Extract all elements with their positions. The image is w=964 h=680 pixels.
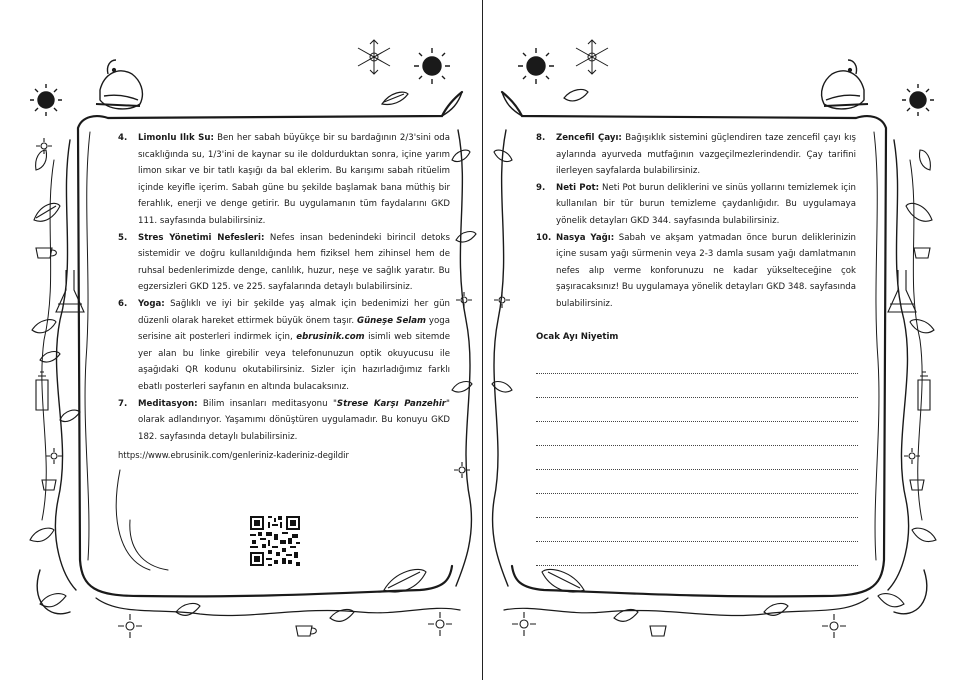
leaf-icon (912, 528, 936, 541)
item-text: Nefes insan bedenindeki birincil detoks sistemidir ve doğru kullanıldığında hem fiziksel hem zihinsel hem de ruhsal bedenlerimizde denge, canlılık, huzur, neşe ve sağlık yaratır. Bu egzersizleri GKD 125. ve 225. sayfalarında detaylı bulabilirsiniz. (138, 232, 450, 293)
sun-icon (518, 48, 554, 84)
leaf-icon (456, 232, 476, 242)
cup-icon (910, 480, 924, 490)
item-text: Neti Pot burun deliklerini ve sinüs yollarını temizlemek için kullanılan bir tür burun temizleme çaydanlığıdır. Bu uygulamaya yönelik detayları GKD 344. sayfasında bulabilirsiniz. (556, 182, 856, 226)
writing-line[interactable] (536, 518, 858, 542)
leaf-icon (40, 594, 66, 607)
intention-heading: Ocak Ayı Niyetim (536, 332, 619, 342)
item-number: 6. (118, 298, 128, 309)
cup-icon (914, 248, 930, 258)
item-text: Bağışıklık sistemini güçlendiren taze zencefil çayı kış aylarında ayurveda mutfağının vazgeçilmezlerindendir. Çay tarifini ilerleyen sayfalarda bulabilirsiniz. (556, 133, 856, 177)
website-name: ebrusinik.com (296, 332, 365, 343)
list-item (536, 130, 856, 180)
snowflake-icon (576, 40, 608, 74)
left-page-content (118, 130, 450, 464)
flask-icon (918, 372, 930, 410)
flower-icon (454, 462, 470, 478)
item-text: yoga serisine ait posterleri indirmek için, (138, 315, 450, 343)
right-page-content (536, 130, 856, 313)
item-number: 5. (118, 232, 128, 243)
list-item (118, 230, 450, 296)
list-item (536, 180, 856, 230)
flower-icon (512, 612, 536, 636)
tips-list (118, 130, 450, 445)
leaf-icon (30, 528, 54, 541)
cup-icon (296, 626, 316, 636)
leaf-icon (564, 90, 588, 101)
item-term: Nasya Yağı: (556, 232, 615, 243)
leaf-icon (32, 320, 56, 333)
item-text: isimli web sitemde yer alan bu linke girebilir veya telefonunuzun optik okuyucusu ile aşağıdaki QR kodunu okutabilirsiniz. Sizler için hazırladığımız farklı ebatlı posterleri sayfanın en altında bulacaksınız. (138, 332, 450, 392)
list-item (118, 130, 450, 230)
leaf-icon (60, 410, 80, 422)
emphasis-text: Güneşe Selam (357, 315, 426, 326)
item-number: 7. (118, 398, 128, 409)
item-term: Yoga: (138, 298, 165, 309)
flower-icon (118, 614, 142, 638)
resource-url[interactable]: https://www.ebrusinik.com/genleriniz-kaderiniz-degildir (118, 450, 349, 461)
intention-writing-lines[interactable] (536, 350, 858, 566)
page-gutter (482, 0, 483, 680)
item-term: Neti Pot: (556, 182, 600, 193)
item-term: Meditasyon: (138, 398, 198, 409)
leaf-icon (919, 150, 930, 170)
item-number: 4. (118, 133, 128, 143)
item-number: 9. (536, 182, 546, 193)
leaf-icon (910, 320, 934, 333)
writing-line[interactable] (536, 374, 858, 398)
list-item (118, 396, 450, 446)
item-text: Sağlıklı ve iyi bir şekilde yaş almak için bedenimizi her gün düzenli olarak hareket ettirmek büyük önem taşır. (138, 298, 450, 326)
left-page (0, 0, 481, 680)
item-term: Zencefil Çayı: (556, 133, 622, 143)
writing-line[interactable] (536, 446, 858, 470)
bird-icon (822, 60, 868, 109)
writing-line[interactable] (536, 542, 858, 566)
item-text: Ben her sabah büyükçe bir su bardağının 2/3'sini oda sıcaklığında su, 1/3'ini de kaynar su ile doldurduktan sonra, içine yarım limon sıkar ve bir tatlı kaşığı da bal eklerim. Bu karışımı sabah ritüelim içinde keyifle içerim. Sabah güne bu şekilde başlamak bana müthiş bir ferahlık, enerji ve denge getirir. Bu uygulamanın tüm faydalarını GKD 111. sayfasında bulabilirsiniz. (138, 133, 450, 226)
writing-line[interactable] (536, 350, 858, 374)
flower-icon (36, 138, 52, 154)
flask-icon (888, 270, 916, 312)
item-text: Bilim insanları meditasyonu " (197, 398, 337, 409)
leaf-icon (384, 569, 426, 592)
cup-icon (42, 480, 56, 490)
flower-icon (822, 614, 846, 638)
sun-icon (414, 48, 450, 84)
list-item (536, 230, 856, 313)
flower-icon (46, 448, 62, 464)
item-number: 8. (536, 133, 546, 143)
flower-icon (456, 292, 472, 308)
leaf-icon (36, 150, 47, 170)
leaf-icon (906, 203, 932, 221)
sun-icon (902, 84, 934, 116)
item-text: " olarak adlandırıyor. Yaşamımı dönüştüren uygulamadır. Bu konuyu GKD 182. sayfasında detaylı bulabilirsiniz. (138, 398, 450, 442)
writing-line[interactable] (536, 422, 858, 446)
flower-icon (428, 612, 452, 636)
writing-line[interactable] (536, 470, 858, 494)
leaf-icon (382, 92, 408, 104)
item-term: Limonlu Ilık Su: (138, 133, 214, 143)
list-item (118, 296, 450, 396)
emphasis-text: Strese Karşı Panzehir (336, 398, 447, 409)
writing-line[interactable] (536, 398, 858, 422)
leaf-icon (542, 569, 584, 592)
bird-icon (96, 60, 142, 109)
snowflake-icon (358, 40, 390, 74)
tips-list (536, 130, 856, 313)
item-text: Sabah ve akşam yatmadan önce burun deliklerinizin içine susam yağı sürmenin veya 2-3 damla susam yağı damlatmanın nefes alıp verme konforunuzu ne kadar yükselteceğine çok şaşıracaksınız! Bu uygulamaya yönelik detayları GKD 348. sayfasında bulabilirsiniz. (556, 232, 856, 309)
writing-line[interactable] (536, 494, 858, 518)
item-number: 10. (536, 232, 552, 243)
qr-code (250, 516, 300, 566)
leaf-icon (878, 594, 904, 607)
cup-icon (650, 626, 666, 636)
item-term: Stres Yönetimi Nefesleri: (138, 232, 265, 243)
leaf-icon (34, 203, 60, 221)
flower-icon (494, 292, 510, 308)
sun-icon (30, 84, 62, 116)
leaf-icon (764, 604, 788, 616)
cup-icon (36, 248, 56, 258)
